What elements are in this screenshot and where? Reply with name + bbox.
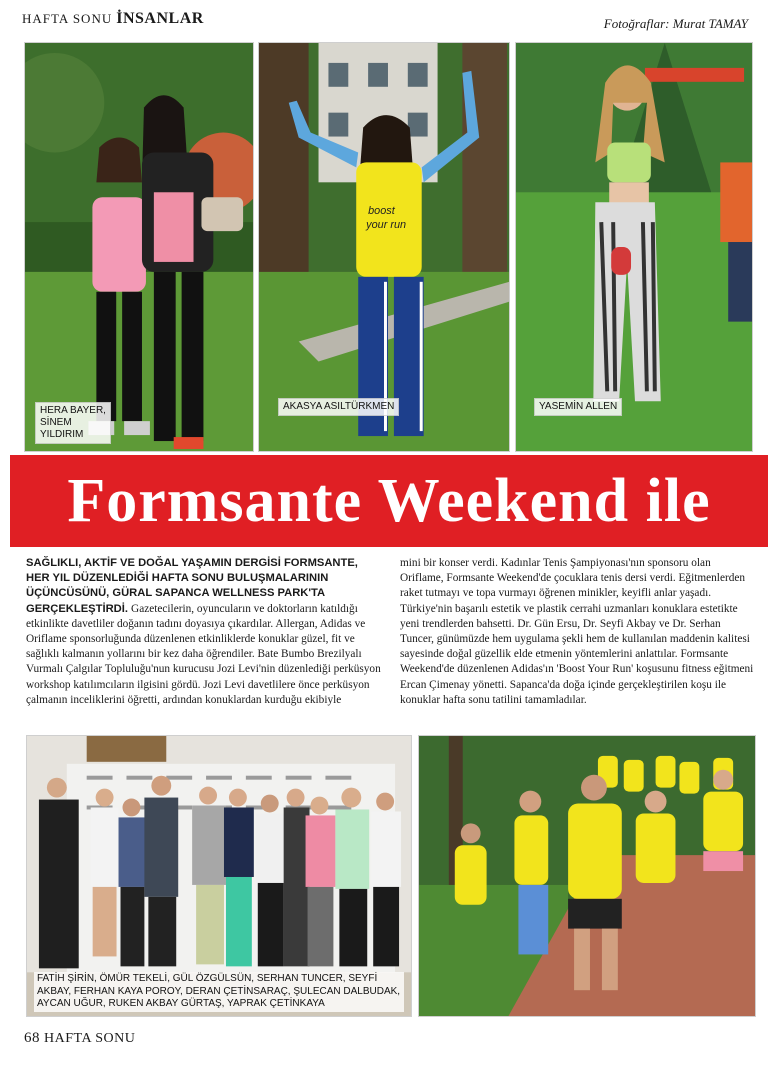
photo-hera-sinem-image: [25, 43, 253, 451]
article-column-left: [26, 556, 384, 708]
photo-run-image: [419, 736, 755, 1016]
photo-hera-sinem: [24, 42, 254, 452]
section-prefix: HAFTA SONU: [22, 11, 113, 26]
caption-hera-line: HERA BAYER,: [40, 405, 106, 416]
group-photo-caption: FATİH ŞİRİN, ÖMÜR TEKELİ, GÜL ÖZGÜLSÜN, SERHAN TUNCER, SEYFİ AKBAY, FERHAN KAYA POROY, DERAN ÇETİNSARAÇ, ŞULECAN DALBUDAK, AYCAN UĞUR, RUKEN AKBAY GÜRTAŞ, YAPRAK ÇETİNKAYA: [34, 972, 404, 1012]
page-footer: [24, 1030, 135, 1047]
caption-yasemin: YASEMİN ALLEN: [534, 398, 622, 416]
caption-akasya: AKASYA ASILTÜRKMEN: [278, 398, 399, 416]
shirt-text-line-1: boost: [368, 205, 395, 218]
caption-hera-sinem: [35, 402, 111, 444]
article-title: Formsante Weekend ile: [67, 466, 711, 535]
article-left-body: Gazetecilerin, oyuncuların ve doktorların katıldığı etkinlikte davetliler doğanın tadını doyasıya çıkardılar. Allergan, Adidas ve Oriflame sponsorluğunda düzenlenen etkinliklerde konuklar güzel, fit ve sağlıklı kalmanın yollarını bir kez daha öğrendiler. Bate Bumbo Brezilyalı Vurmalı Çalgılar Topluluğu'nun kurucusu Jozi Levi'nin düzenlediği perküsyon workshop katılımcıların ilgisini gördü. Jozi Levi davetlilere önce perküsyon çalmanın inceliklerini öğretti, ardından konuklardan kurduğu ekibiyle: [26, 602, 381, 706]
section-name: İNSANLAR: [116, 10, 204, 27]
caption-sinem-line: SİNEM YILDIRIM: [40, 417, 84, 440]
page-header: [22, 10, 204, 28]
photo-yasemin: [515, 42, 753, 452]
article-lead: SAĞLIKLI, AKTİF VE DOĞAL YAŞAMIN DERGİSİ FORMSANTE, HER YIL DÜZENLEDİĞİ HAFTA SONU BULUŞMALARININ ÜÇÜNCÜSÜNÜ, GÜRAL SAPANCA WELLNESS PARK'TA GERÇEKLEŞTİRDİ.: [26, 557, 358, 615]
photo-akasya: [258, 42, 510, 452]
photo-akasya-image: [259, 43, 509, 451]
footer-magazine-name: HAFTA SONU: [44, 1031, 136, 1046]
photo-run: [418, 735, 756, 1017]
photo-yasemin-image: [516, 43, 752, 451]
title-banner: [10, 455, 768, 547]
article-column-right: mini bir konser verdi. Kadınlar Tenis Şampiyonası'nın sponsoru olan Oriflame, Formsante Weekend'de çocuklara tenis dersi verdi. Eğitmenlerden raket tutmayı ve topa vurmayı öğrenen minikler, keyifli anlar yaşadı. Türkiye'nin başarılı estetik ve plastik cerrahi uzmanları konuklara estetikte yeni trendlerden bahsetti. Dr. Gün Ersu, Dr. Seyfi Akbay ve Dr. Serhan Tuncer, günümüzde hem uygulama şekli hem de kullanılan maddenin kalitesi sayesinde doğal güzellik elde etmenin yöntemlerini anlattılar. Formsante Weekend'de düzenlenen Adidas'ın 'Boost Your Run' koşusunu fitness eğitmeni Ercan Çimenay yönetti. Sapanca'da doğa içinde gerçekleştirilen koşu ile konuklar hafta sonu tatilini tamamladılar.: [400, 557, 754, 706]
shirt-text-line-2: your run: [366, 219, 407, 232]
page-number: 68: [24, 1030, 40, 1046]
photo-credit: Fotoğraflar: Murat TAMAY: [603, 16, 748, 31]
